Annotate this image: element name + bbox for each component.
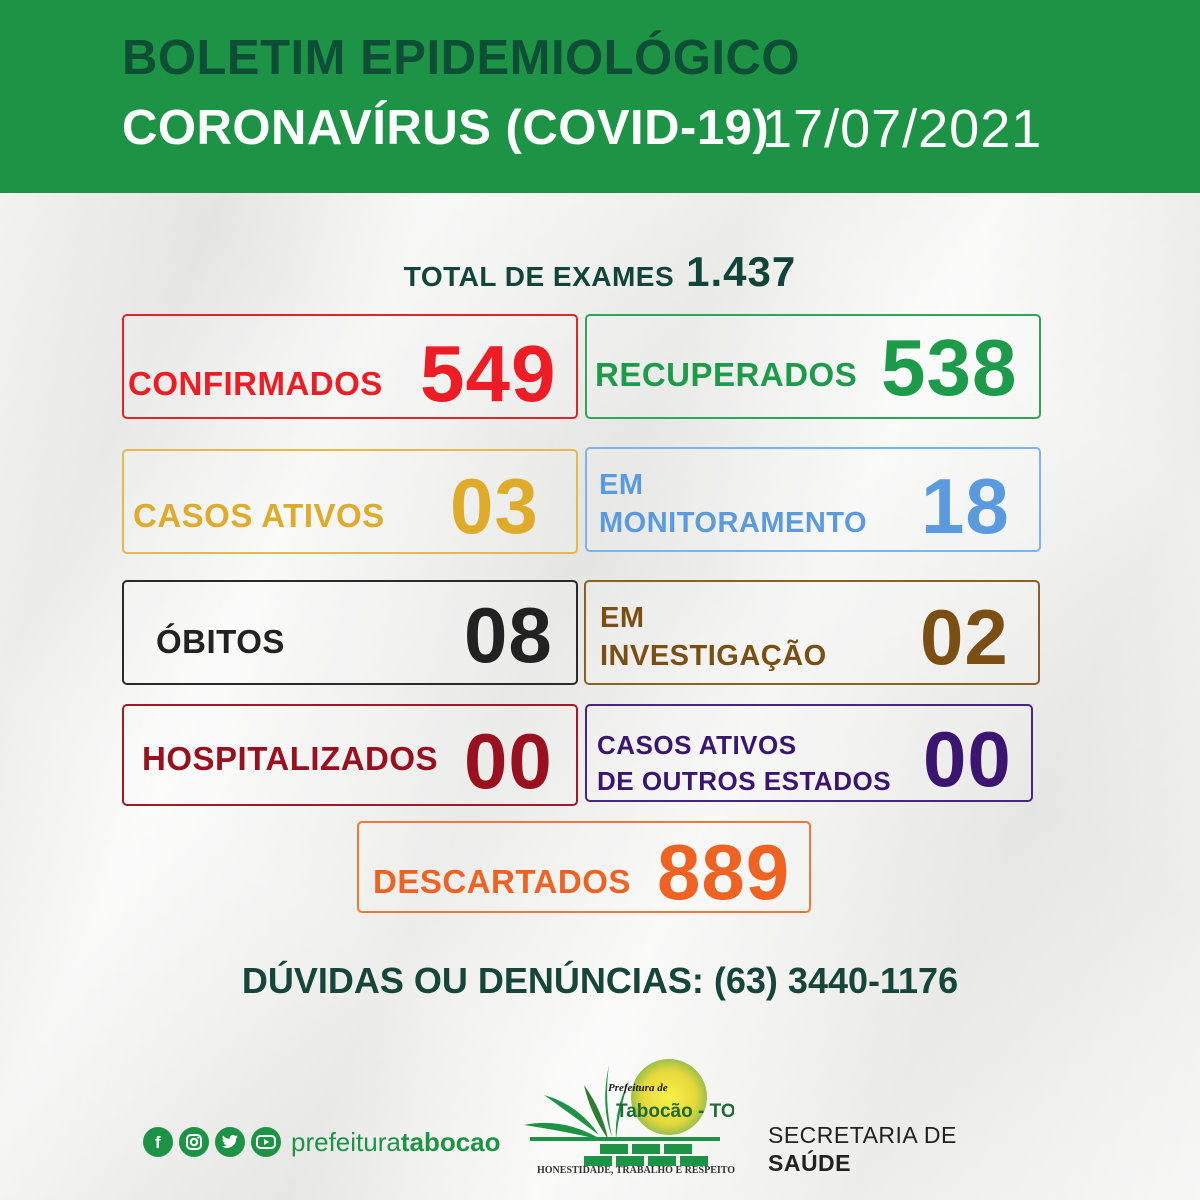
instagram-icon[interactable] bbox=[179, 1127, 209, 1157]
secretaria-name: SAÚDE bbox=[768, 1150, 852, 1176]
stat-value-em-investigacao: 02 bbox=[920, 593, 1009, 681]
stat-box-hospitalizados bbox=[122, 704, 578, 806]
stat-label-em-investigacao-1: EM bbox=[600, 602, 645, 634]
stat-label-obitos: ÓBITOS bbox=[156, 623, 285, 660]
stat-box-em-investigacao bbox=[584, 580, 1040, 685]
social-links bbox=[143, 1124, 501, 1160]
stat-value-descartados: 889 bbox=[657, 828, 791, 916]
stat-value-confirmados: 549 bbox=[420, 329, 557, 418]
logo-name-text: Tabocão - TO bbox=[616, 1101, 734, 1122]
stat-label-outros-estados-2: DE OUTROS ESTADOS bbox=[597, 766, 892, 796]
stat-box-casos-ativos bbox=[122, 449, 578, 554]
svg-text:f: f bbox=[155, 1133, 161, 1151]
bulletin-date: 17/07/2021 bbox=[762, 99, 1043, 159]
contact-line: DÚVIDAS OU DENÚNCIAS: (63) 3440-1176 bbox=[241, 960, 959, 1001]
stat-box-obitos bbox=[122, 580, 578, 685]
stat-label-em-monitoramento-1: EM bbox=[599, 469, 644, 501]
bulletin-subtitle: CORONAVÍRUS (COVID-19) bbox=[122, 101, 770, 155]
stat-box-em-monitoramento bbox=[585, 447, 1041, 552]
stat-label-hospitalizados: HOSPITALIZADOS bbox=[142, 740, 439, 777]
total-exams-label: TOTAL DE EXAMES bbox=[403, 261, 675, 292]
stat-box-outros-estados bbox=[585, 704, 1033, 802]
facebook-icon[interactable] bbox=[143, 1127, 173, 1157]
logo-top-text: Prefeitura de bbox=[608, 1082, 668, 1094]
stat-value-hospitalizados: 00 bbox=[464, 717, 553, 805]
stat-label-descartados: DESCARTADOS bbox=[373, 863, 631, 900]
youtube-icon[interactable] bbox=[251, 1127, 281, 1157]
twitter-icon[interactable] bbox=[215, 1127, 245, 1157]
stat-value-em-monitoramento: 18 bbox=[921, 462, 1010, 550]
stat-label-outros-estados-1: CASOS ATIVOS bbox=[597, 730, 797, 760]
stat-box-descartados bbox=[357, 821, 811, 916]
total-exams bbox=[0, 248, 1200, 296]
stat-value-recuperados: 538 bbox=[881, 323, 1018, 412]
header-banner bbox=[0, 0, 1200, 193]
total-exams-value: 1.437 bbox=[686, 248, 797, 295]
stat-label-casos-ativos: CASOS ATIVOS bbox=[133, 497, 385, 534]
stat-value-obitos: 08 bbox=[464, 591, 553, 679]
stat-box-confirmados bbox=[122, 314, 578, 419]
secretaria-label: SECRETARIA DE bbox=[768, 1122, 957, 1148]
stat-value-outros-estados: 00 bbox=[923, 715, 1012, 803]
stat-value-casos-ativos: 03 bbox=[450, 462, 539, 550]
stat-label-confirmados: CONFIRMADOS bbox=[128, 365, 383, 402]
stat-box-recuperados bbox=[585, 314, 1041, 419]
bulletin-title: BOLETIM EPIDEMIOLÓGICO bbox=[122, 31, 800, 85]
social-handle[interactable]: prefeituratabocao bbox=[291, 1126, 501, 1157]
logo-motto: HONESTIDADE, TRABALHO E RESPEITO bbox=[537, 1165, 736, 1176]
stat-label-em-monitoramento-2: MONITORAMENTO bbox=[599, 507, 868, 539]
stat-label-em-investigacao-2: INVESTIGAÇÃO bbox=[600, 640, 827, 672]
stat-label-recuperados: RECUPERADOS bbox=[595, 356, 858, 393]
